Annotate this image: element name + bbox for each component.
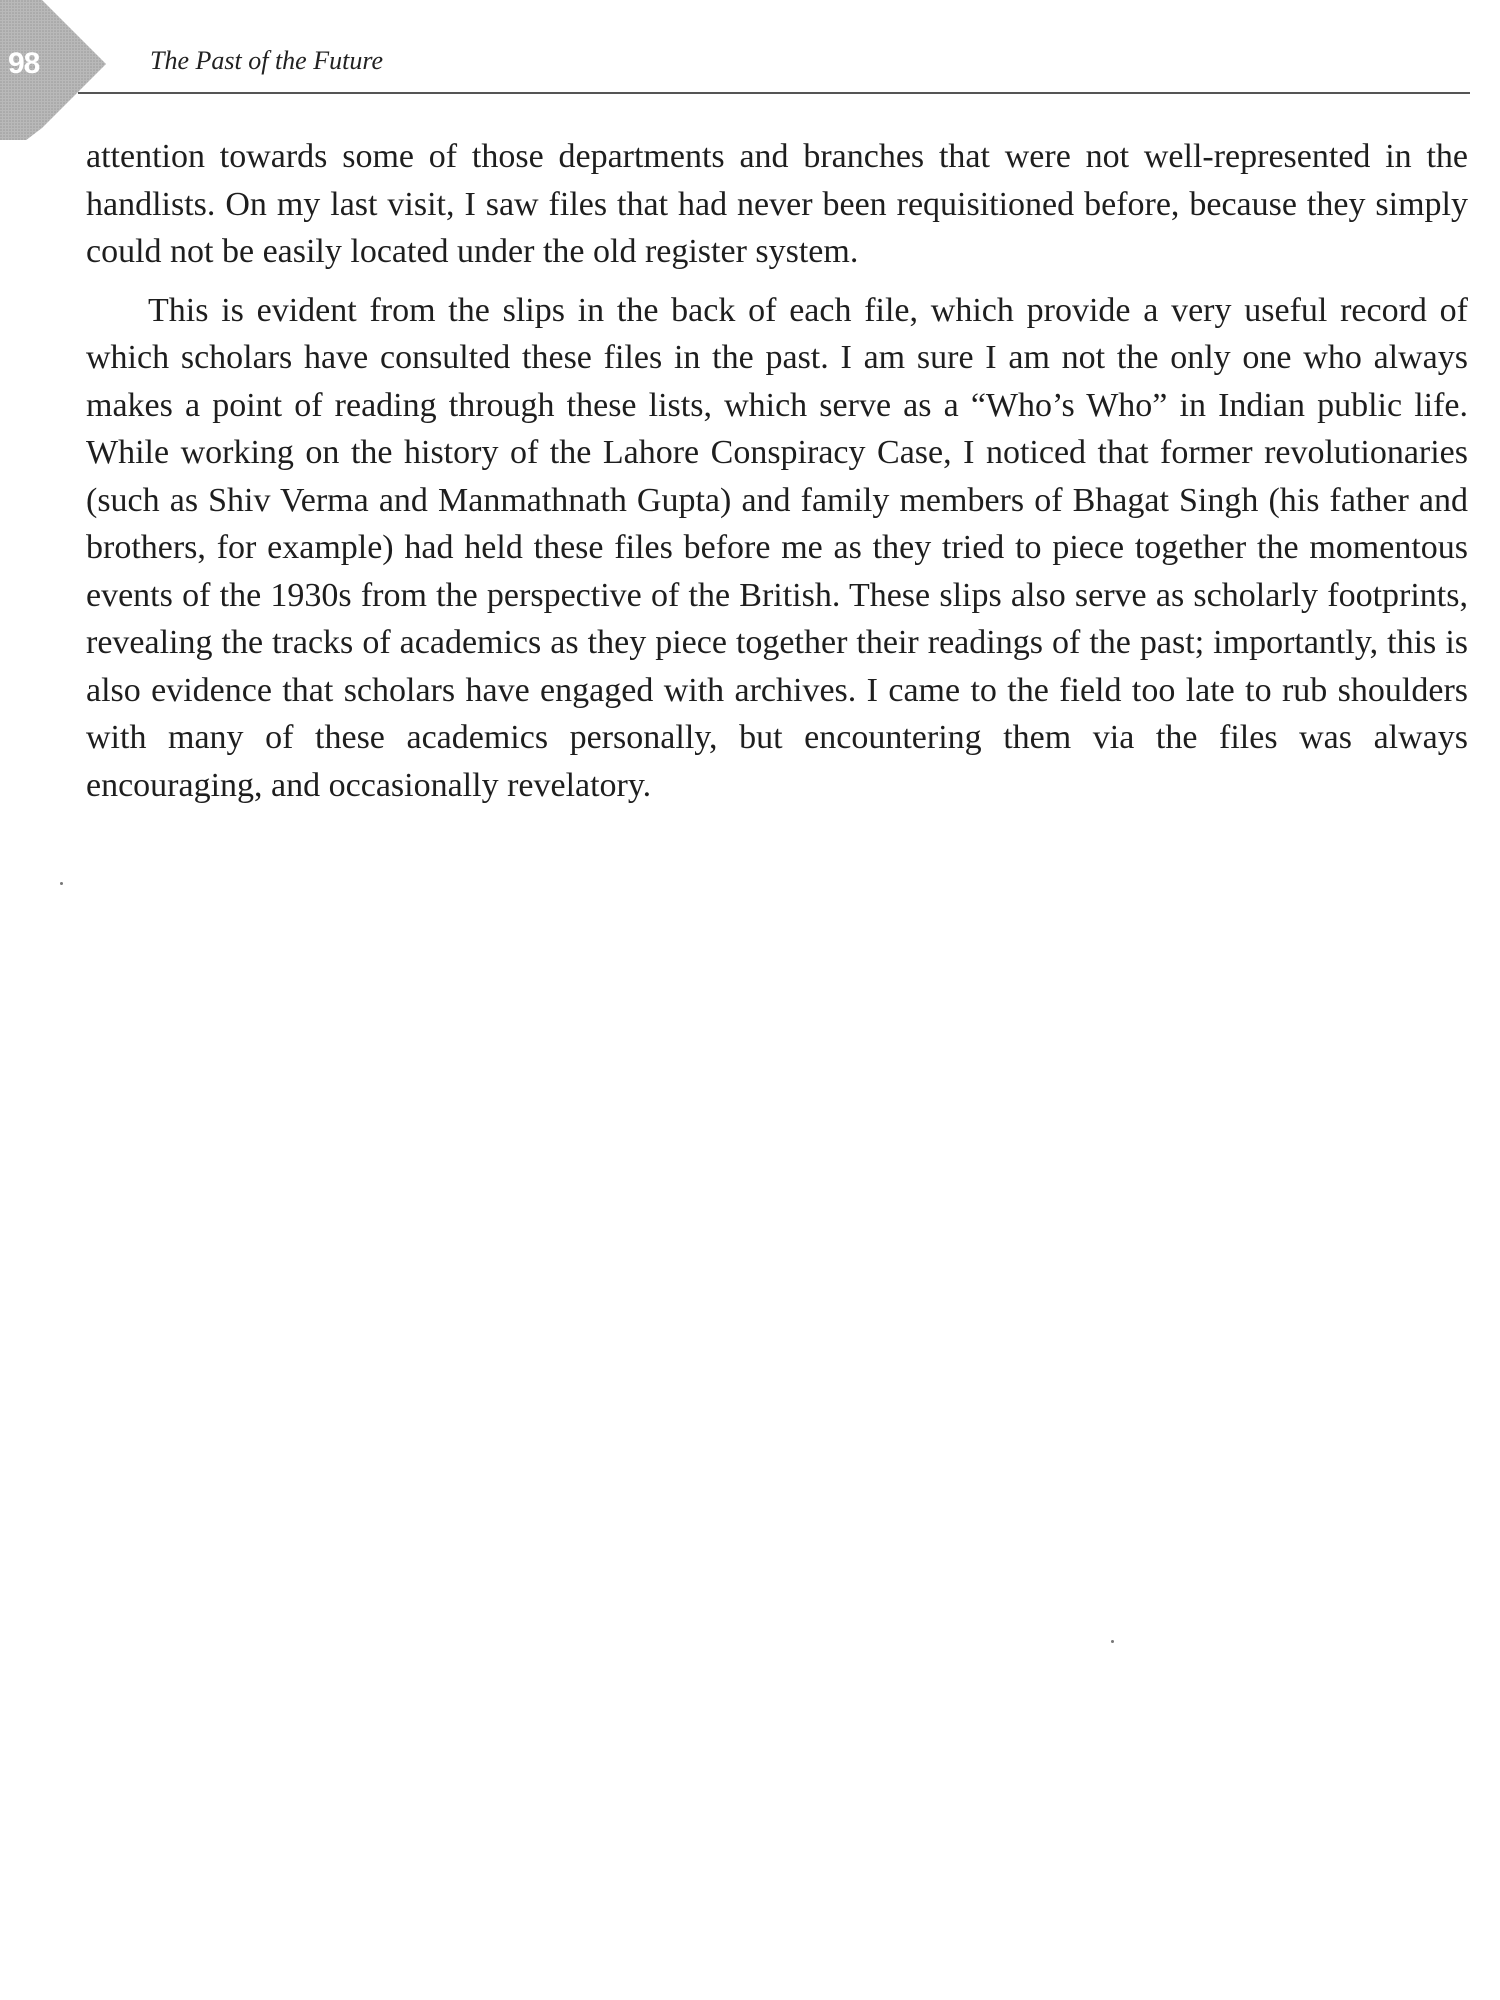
page-number: 98 <box>8 47 40 80</box>
paragraph-2: This is evident from the slips in the back of each file, which provide a very useful record of which scholars have consulted these files in the past. I am sure I am not the only one who always makes a point of reading through these lists, which serve as a “Who’s Who” in Indian public life. While working on the history of the Lahore Conspiracy Case, I noticed that former revolutionaries (such as Shiv Verma and Manmathnath Gupta) and family members of Bhagat Singh (his father and brothers, for example) had held these files before me as they tried to piece together the momentous events of the 1930s from the perspective of the British. These slips also serve as scholarly footprints, revealing the tracks of academics as they piece together their readings of the past; importantly, this is also evidence that scholars have engaged with archives. I came to the field too late to rub shoulders with many of these academics personally, but encountering them via the files was always encouraging, and occasionally revelatory. <box>86 291 1468 804</box>
header-divider <box>78 92 1470 94</box>
paragraph-1: attention towards some of those departments and branches that were not well-represented in the handlists. On my last visit, I saw files that had never been requisitioned before, because they simply could not be easily located under the old register system. <box>86 138 1468 270</box>
scan-speck <box>60 882 63 885</box>
page-number-badge <box>0 0 110 140</box>
body-text <box>86 133 1468 809</box>
scan-speck <box>1111 1640 1114 1643</box>
running-title: The Past of the Future <box>150 46 384 75</box>
